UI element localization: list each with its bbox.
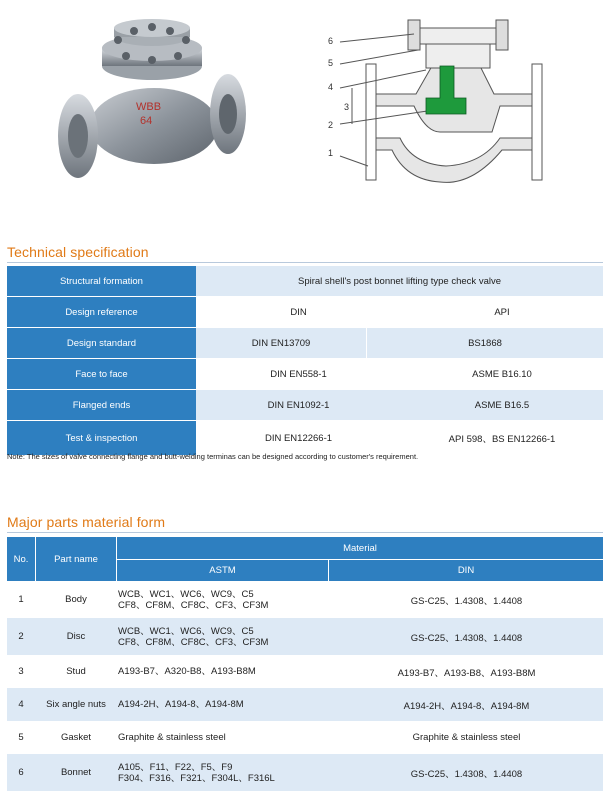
part-no: 2 <box>18 631 24 642</box>
spec-row <box>7 328 603 359</box>
spec-label: Flanged ends <box>7 390 196 420</box>
drawing-label-2: 2 <box>328 120 334 130</box>
part-no: 5 <box>18 732 24 743</box>
spec-structural-value: Spiral shell's post bonnet lifting type check valve <box>196 266 603 296</box>
spec-label: Design reference <box>7 297 196 327</box>
part-astm-line: WCB、WC1、WC6、WC9、C5 <box>118 625 254 637</box>
part-din: Graphite & stainless steel <box>412 732 521 743</box>
parts-table-header <box>7 537 603 581</box>
drawing-label-6: 6 <box>328 36 334 46</box>
header-din: DIN <box>457 565 475 576</box>
part-astm-line: WCB、WC1、WC6、WC9、C5 <box>118 588 254 600</box>
parts-row <box>7 581 603 618</box>
part-astm: A194-2H、A194-8、A194-8M <box>118 699 244 710</box>
part-astm: A193-B7、A320-B8、A193-B8M <box>118 666 256 677</box>
parts-row <box>7 721 603 754</box>
header-material: Material <box>343 542 377 554</box>
spec-row <box>7 390 603 421</box>
parts-row <box>7 655 603 688</box>
spec-row <box>7 297 603 328</box>
header-part-name: Part name <box>54 553 98 565</box>
photo-brand-mark: WBB <box>136 101 162 113</box>
part-name: Stud <box>66 666 86 677</box>
parts-heading: Major parts material form <box>7 514 166 530</box>
spec-din-value: DIN EN1092-1 <box>196 390 401 420</box>
header-astm: ASTM <box>209 565 236 576</box>
drawing-label-4: 4 <box>328 82 334 92</box>
spec-api-value: ASME B16.10 <box>472 368 532 380</box>
part-name: Bonnet <box>60 767 92 778</box>
part-astm-line: F304、F316、F321、F304L、F316L <box>118 772 275 784</box>
spec-api-value: API <box>494 306 510 318</box>
spec-note: Note: The sizes of valve connecting flange and butt-welding terminas can be designed according to customer's requirement. <box>7 452 419 461</box>
spec-row-structural <box>7 266 603 297</box>
spec-din-value: DIN EN558-1 <box>270 368 327 380</box>
part-astm-line: CF8、CF8M、CF8C、CF3、CF3M <box>118 636 269 648</box>
spec-din-value: DIN <box>290 306 307 318</box>
spec-api-value: ASME B16.5 <box>401 390 603 420</box>
photo-size-mark: 64 <box>140 115 153 127</box>
valve-photo <box>56 18 252 184</box>
spec-table <box>7 266 603 456</box>
spec-row <box>7 421 603 456</box>
part-din: GS-C25、1.4308、1.4408 <box>410 632 523 644</box>
part-no: 6 <box>18 767 24 778</box>
part-astm <box>118 754 328 791</box>
part-name: Disc <box>66 631 86 642</box>
part-din: GS-C25、1.4308、1.4408 <box>410 595 523 607</box>
spec-din-value: DIN EN13709 <box>196 328 366 358</box>
parts-row <box>7 754 603 791</box>
part-din: GS-C25、1.4308、1.4408 <box>410 768 523 780</box>
part-no: 4 <box>18 699 24 710</box>
parts-heading-rule <box>7 532 603 533</box>
part-astm-line: CF8、CF8M、CF8C、CF3、CF3M <box>118 599 269 611</box>
parts-row <box>7 688 603 721</box>
part-astm-line: A105、F11、F22、F5、F9 <box>118 761 233 773</box>
drawing-label-5: 5 <box>328 58 334 68</box>
valve-section-drawing <box>322 14 554 192</box>
spec-heading-rule <box>7 262 603 263</box>
part-din: A193-B7、A193-B8、A193-B8M <box>397 667 536 679</box>
part-astm: Graphite & stainless steel <box>118 732 226 743</box>
part-name: Gasket <box>60 732 92 743</box>
drawing-label-1: 1 <box>328 148 334 158</box>
parts-table <box>7 537 603 791</box>
spec-row <box>7 359 603 390</box>
part-astm <box>118 581 328 618</box>
spec-label: Face to face <box>7 359 196 389</box>
part-astm <box>118 618 328 655</box>
parts-row <box>7 618 603 655</box>
header-no: No. <box>13 553 29 565</box>
part-no: 3 <box>18 666 24 677</box>
spec-api-value: BS1868 <box>367 328 603 358</box>
part-din: A194-2H、A194-8、A194-8M <box>403 700 530 712</box>
part-no: 1 <box>18 594 24 605</box>
drawing-label-3: 3 <box>344 102 350 112</box>
spec-label: Structural formation <box>7 266 196 296</box>
spec-label: Design standard <box>7 328 196 358</box>
spec-heading: Technical specification <box>7 244 149 260</box>
spec-din-value: DIN EN12266-1 <box>264 432 333 444</box>
spec-api-value: API 598、BS EN12266-1 <box>448 434 556 445</box>
part-name: Six angle nuts <box>46 699 106 710</box>
spec-label: Test & inspection <box>7 421 196 455</box>
part-name: Body <box>65 594 87 605</box>
